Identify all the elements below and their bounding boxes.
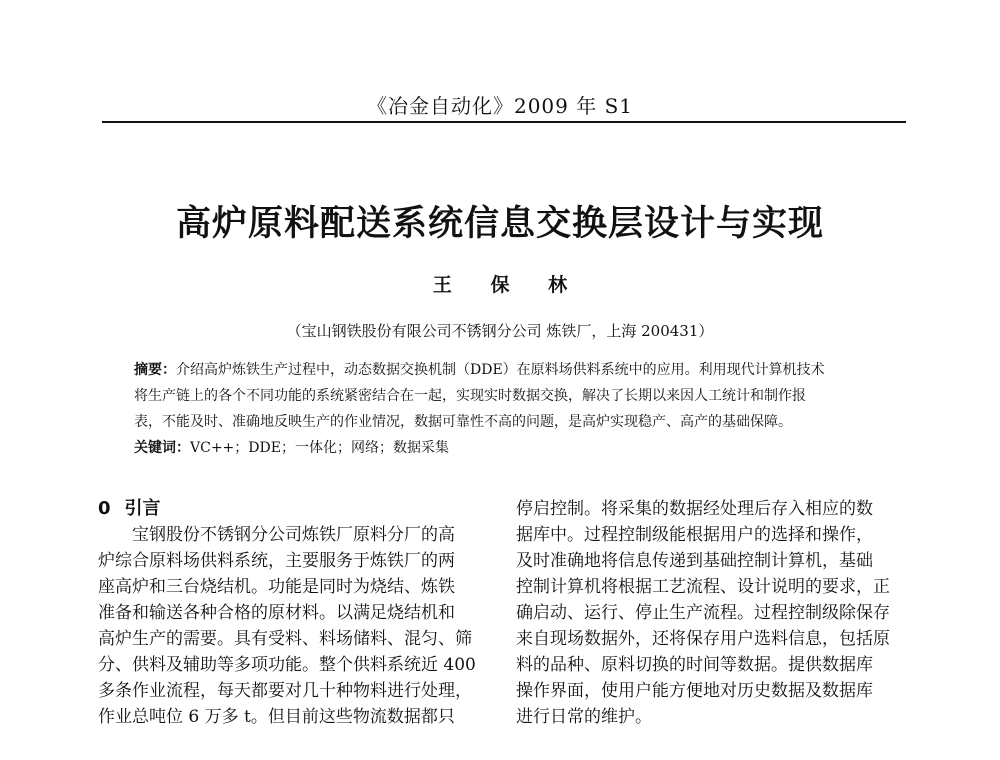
body-line: 控制计算机将根据工艺流程、设计说明的要求，正 (516, 577, 890, 597)
section-number: 0 (98, 498, 111, 519)
body-line: 停启控制。将采集的数据经处理后存入相应的数 (516, 499, 873, 519)
abstract-line: 将生产链上的各个不同功能的系统紧密结合在一起，实现实时数据交换，解决了长期以来因人工统计和制作报 (134, 388, 806, 404)
abstract-block (134, 357, 894, 461)
keywords-label: 关键词： (134, 440, 190, 456)
body-line: 操作界面，使用户能方便地对历史数据及数据库 (516, 681, 873, 701)
body-line: 多条作业流程，每天都要对几十种物料进行处理， (98, 681, 472, 701)
body-line: 准备和输送各种合格的原材料。以满足烧结机和 (98, 603, 455, 623)
body-line: 进行日常的维护。 (516, 707, 652, 727)
section-heading (98, 496, 498, 522)
body-line: 作业总吨位 6 万多 t。但目前这些物流数据都只 (98, 707, 455, 727)
keywords-line (134, 435, 894, 461)
journal-header: 《冶金自动化》2009 年 S1 (366, 94, 634, 118)
abstract-text: 介绍高炉炼铁生产过程中，动态数据交换机制（DDE）在原料场供料系统中的应用。利用现代计算机技术 (176, 362, 825, 378)
right-column (516, 496, 916, 730)
left-column (98, 496, 498, 730)
body-line: 及时准确地将信息传递到基础控制计算机，基础 (516, 551, 873, 571)
abstract-line (134, 357, 894, 383)
body-line: 分、供料及辅助等多项功能。整个供料系统近 400 (98, 655, 476, 675)
abstract-line: 表，不能及时、准确地反映生产的作业情况，数据可靠性不高的问题，是高炉实现稳产、高产的基础保障。 (134, 414, 792, 430)
author-name: 王 保 林 (432, 274, 584, 296)
body-line: 炉综合原料场供料系统，主要服务于炼铁厂的两 (98, 551, 455, 571)
body-line: 宝钢股份不锈钢分公司炼铁厂原料分厂的高 (98, 525, 455, 545)
body-line: 座高炉和三台烧结机。功能是同时为烧结、炼铁 (98, 577, 455, 597)
author-affiliation: （宝山钢铁股份有限公司不锈钢分公司 炼铁厂，上海 200431） (286, 322, 714, 340)
section-title: 引言 (124, 498, 161, 519)
body-line: 料的品种、原料切换的时间等数据。提供数据库 (516, 655, 873, 675)
keywords-text: VC++；DDE；一体化；网络；数据采集 (190, 440, 449, 456)
body-line: 据库中。过程控制级能根据用户的选择和操作， (516, 525, 873, 545)
paper-title: 高炉原料配送系统信息交换层设计与实现 (175, 204, 824, 244)
abstract-label: 摘要： (134, 362, 176, 378)
body-line: 来自现场数据外，还将保存用户选料信息，包括原 (516, 629, 890, 649)
body-line: 确启动、运行、停止生产流程。过程控制级除保存 (516, 603, 890, 623)
header-rule (102, 121, 906, 123)
body-line: 高炉生产的需要。具有受料、料场储料、混匀、筛 (98, 629, 472, 649)
